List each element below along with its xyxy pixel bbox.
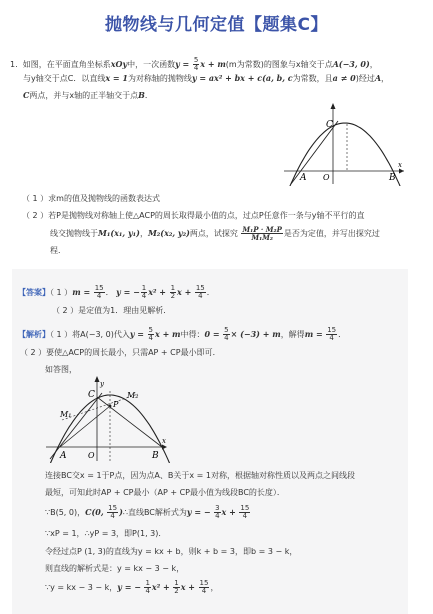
fraction: $\frac{15}{4}$: [327, 326, 337, 342]
fraction: $\frac{15}{4}$: [195, 284, 205, 300]
analysis-line-5: 最短，可知此时AP + CP最小（AP + CP最小值为线段BC的长度）．: [45, 488, 285, 497]
question-line-1: [10, 57, 378, 72]
fig2-label-A: A: [60, 451, 67, 461]
fig1-label-A: A: [300, 173, 307, 183]
math: x +: [221, 507, 236, 517]
math: M₂(x₂, y₂): [147, 228, 190, 238]
fraction: $\frac{15}{4}$: [108, 504, 118, 520]
analysis-line-6: [45, 505, 251, 520]
fig2-label-x: x: [162, 437, 166, 445]
question-text: 为常数，且: [292, 74, 333, 83]
fraction: $\frac{1}{4}$: [141, 284, 147, 300]
fraction: $\frac{15}{4}$: [94, 284, 104, 300]
analysis-line-7: ∵xP = 1，∴yP = 3，即P(1, 3)．: [45, 529, 167, 538]
question-text: 为对称轴的抛物线: [127, 74, 192, 83]
math: m =: [72, 287, 91, 297]
fig2-label-P: P: [113, 400, 119, 409]
math: x = 1: [105, 73, 128, 83]
math: y =: [129, 329, 144, 339]
math: x +: [180, 582, 195, 592]
fraction: $\frac{15}{4}$: [199, 579, 209, 595]
fig2-label-M2: M₂: [127, 391, 139, 400]
question-part-2-line-3: 程．: [50, 246, 66, 255]
fraction: $\frac{3}{4}$: [215, 504, 220, 520]
math: A: [374, 73, 382, 83]
question-part-1: （ 1 ）求m的值及抛物线的函数表达式: [22, 194, 160, 203]
math: y = ax² + bx + c(a, b, c: [191, 73, 293, 83]
math: ): [119, 507, 123, 517]
question-part-2-line-1: （ 2 ）若P是抛物线对称轴上使△ACP的周长取得最小值的点，过点P任意作一条与y轴不平行的直: [22, 211, 365, 220]
punct: ．: [144, 91, 153, 100]
math: M₁(x₁, y₁): [98, 228, 140, 238]
fig2-label-B: B: [152, 451, 159, 461]
parabola-figure-2: [42, 373, 170, 463]
analysis-line-2: （ 2 ）要使△ACP的周长最小，只需AP + CP最小即可．: [20, 348, 221, 357]
page-title: 抛物线与几何定值【题集C】: [105, 15, 328, 35]
math: 0 =: [204, 329, 220, 339]
math: × (−3) + m: [230, 329, 281, 339]
question-text: 线交抛物线于: [50, 229, 98, 238]
question-number: 1.: [10, 60, 18, 69]
fraction: $\frac{\text{M₁P · M₂P}}{\text{M₁M₂}}$: [242, 225, 282, 242]
fraction: $\frac{5}{4}$: [224, 326, 229, 342]
math: x + m: [155, 329, 181, 339]
analysis-text: （ 1 ）将A(−3, 0)代入: [50, 330, 130, 339]
analysis-line-9: 则直线的解析式是：y = kx − 3 − k，: [45, 564, 185, 573]
question-text: (m为常数)的图象与x轴交于点: [225, 60, 333, 69]
fig2-label-y: y: [100, 380, 104, 388]
punct: ．: [105, 288, 114, 297]
answer-text: （ 1 ）: [50, 288, 73, 297]
fraction: $\frac{1}{4}$: [145, 579, 150, 595]
fig2-label-O: O: [88, 451, 95, 460]
math: a ≠ 0: [332, 73, 356, 83]
math: x +: [177, 287, 192, 297]
analysis-line-10: [45, 580, 218, 595]
math: y =: [175, 59, 190, 69]
math: C: [85, 507, 92, 517]
punct: ．: [338, 330, 347, 339]
analysis-line-3: 如答图，: [45, 365, 77, 374]
question-text: )经过: [355, 74, 375, 83]
analysis-line-8: 令经过点P (1, 3)的直线为y = kx + b，则k + b = 3，即b = 3 − k，: [45, 547, 298, 556]
math: m =: [304, 329, 323, 339]
answer-line-1: [18, 285, 215, 300]
analysis-text: ，解得: [280, 330, 305, 339]
analysis-line-4: 连接BC交x = 1于P点，因为点A、B关于x = 1对称，根据轴对称性质以及两点之间线段: [45, 471, 355, 480]
question-part-2-line-2: [50, 226, 380, 241]
fig1-label-C: C: [326, 120, 333, 130]
analysis-text: ∵B(5, 0)，: [45, 508, 86, 517]
math: y = −: [117, 582, 141, 592]
punct: ，: [210, 583, 219, 592]
fraction: $\frac{1}{2}$: [174, 579, 179, 595]
fraction: $\frac{5}{4}$: [193, 56, 199, 72]
math: y = −: [186, 507, 211, 517]
fraction: $\frac{1}{2}$: [170, 284, 176, 300]
math: xOy: [110, 59, 128, 69]
analysis-text: ∴直线BC解析式为: [122, 508, 187, 517]
question-line-3: [23, 90, 153, 101]
question-line-2: [23, 73, 389, 84]
punct: ，: [369, 60, 378, 69]
math: x + m: [200, 59, 226, 69]
question-text: 两点，试探究: [189, 229, 238, 238]
analysis-tag: 【解析】: [18, 330, 50, 339]
fig1-label-B: B: [389, 173, 396, 183]
fig1-label-O: O: [323, 173, 330, 182]
math: y = −: [116, 287, 140, 297]
math: C: [23, 90, 30, 100]
fraction: $\frac{5}{4}$: [148, 326, 154, 342]
question-text: 如图，在平面直角坐标系: [22, 60, 111, 69]
math: x² +: [148, 287, 167, 297]
question-text: 中，一次函数: [127, 60, 176, 69]
fraction: $\frac{15}{4}$: [240, 504, 250, 520]
analysis-text: 中得：: [180, 330, 205, 339]
math: A(−3, 0): [332, 59, 370, 69]
math: (0,: [91, 507, 104, 517]
fig2-label-C: C: [88, 390, 95, 400]
punct: ，: [381, 74, 390, 83]
question-text: 是否为定值，并写出探究过: [283, 229, 380, 238]
answer-line-2: （ 2 ）是定值为1．理由见解析．: [52, 306, 172, 315]
analysis-line-1: [18, 327, 346, 342]
math: B: [138, 90, 145, 100]
parabola-figure-1: [282, 100, 408, 186]
math: x² +: [151, 582, 170, 592]
punct: ．: [206, 288, 215, 297]
fig2-label-M1: M₁: [60, 410, 72, 419]
analysis-text: ∵y = kx − 3 − k，: [45, 583, 118, 592]
fig1-label-x: x: [398, 161, 402, 169]
punct: ，: [139, 229, 148, 238]
answer-tag: 【答案】: [18, 288, 50, 297]
question-text: 两点，并与x轴的正半轴交于点: [29, 91, 139, 100]
question-text: 与y轴交于点C．以直线: [23, 74, 106, 83]
